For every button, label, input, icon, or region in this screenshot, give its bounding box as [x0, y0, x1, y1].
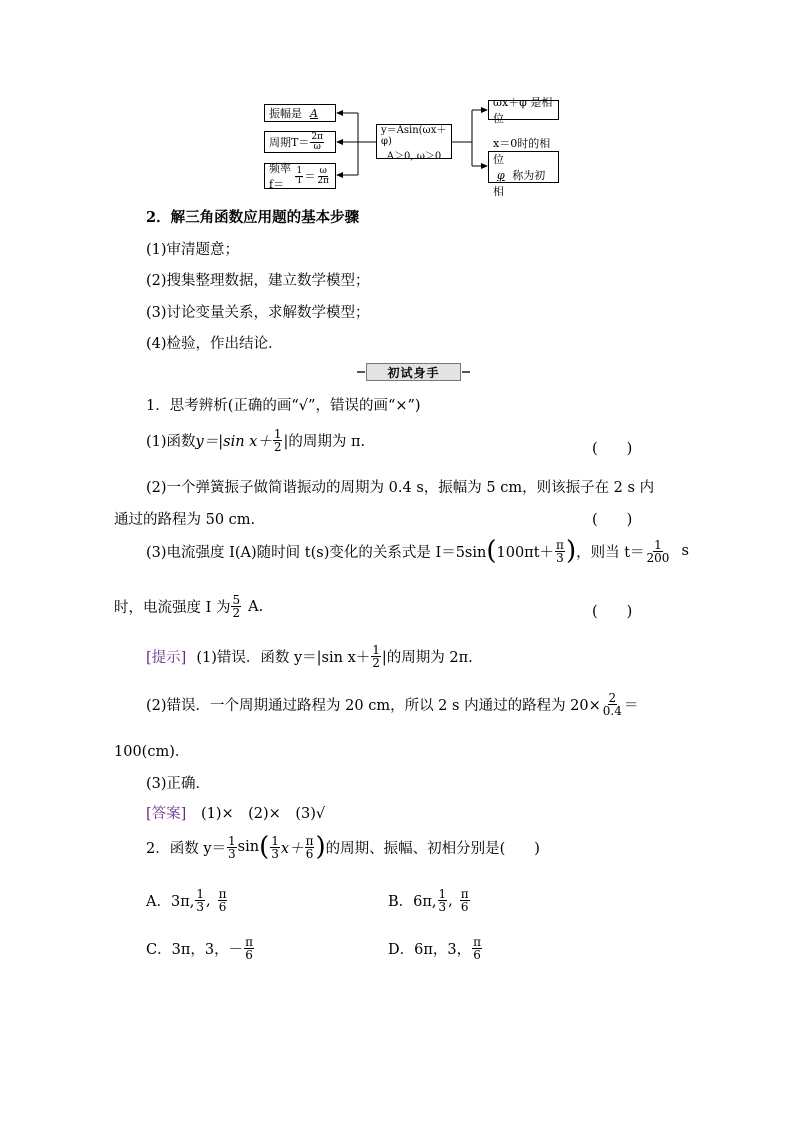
q1-item3-arg: 100πt＋ [496, 544, 555, 561]
freq-den1: T [296, 175, 303, 186]
q1-item1-den: 2 [273, 440, 282, 454]
q2-stem-suffix: 的周期、振幅、初相分别是( ) [325, 840, 540, 857]
option-b[interactable] [388, 888, 471, 913]
q1-item3-pi-fraction [555, 539, 565, 564]
hint-tag: [提示] [146, 650, 187, 666]
step-4: (4)检验，作出结论． [146, 336, 283, 352]
freq-num2: ω [319, 165, 327, 176]
period-fraction [310, 133, 324, 152]
option-a-den: 3 [196, 900, 204, 914]
option-a[interactable] [146, 888, 228, 913]
option-a-comma: , [205, 892, 211, 909]
q2-coef-den: 3 [228, 846, 236, 861]
q1-item3-i-num: 5 [232, 593, 241, 607]
option-d[interactable] [388, 936, 483, 961]
right-paren: ) [315, 832, 326, 862]
initial-phase-box [488, 137, 559, 198]
frequency-label: 频率f＝ [269, 162, 291, 191]
q1-item1-prefix: (1)函数 [146, 434, 196, 450]
q2-stem [146, 834, 540, 860]
initial-phase-line2 [493, 167, 554, 199]
answer-paren: ( ) [592, 604, 633, 620]
q1-item3-three: 3 [556, 550, 564, 565]
q1-item3-t-num: 1 [654, 537, 662, 552]
hint2-den: 0.4 [602, 704, 622, 718]
option-b-six: 6 [460, 900, 469, 914]
hint1-fraction [371, 644, 381, 669]
frequency-fraction-2 [316, 167, 330, 186]
diagram-center-box [376, 124, 452, 162]
initial-phase-phi: φ [497, 169, 505, 182]
q1-item1-suffix: |的周期为 π. [283, 434, 366, 450]
q1-item3-unit: s [681, 543, 689, 559]
option-a-num: 1 [196, 887, 204, 901]
hint2-fraction [602, 692, 623, 717]
freq-eq: ＝ [304, 170, 316, 183]
section-title: 2．解三角函数应用题的基本步骤 [146, 209, 360, 226]
q1-item3-t-den: 200 [646, 550, 670, 565]
option-d-frac [472, 936, 482, 961]
option-d-pi: π [473, 935, 481, 949]
q1-item3-current: 时，电流强度 I 为 [114, 600, 231, 616]
option-d-six: 6 [473, 948, 481, 962]
option-a-frac1 [195, 888, 205, 913]
answer-text: (1)× (2)× (3)√ [200, 806, 326, 822]
hint2-eq: ＝ [623, 698, 639, 714]
option-b-den: 3 [438, 900, 447, 914]
period-num: 2π [311, 131, 323, 142]
period-box [264, 131, 336, 153]
q2-inner-num: 1 [271, 833, 279, 848]
option-d-label: D．6π，3， [388, 942, 472, 958]
hint1-den: 2 [372, 656, 380, 670]
q1-item3-pi: π [556, 537, 564, 552]
center-condition: A＞0, ω＞0 [386, 151, 442, 162]
option-c-label: C．3π，3，－ [146, 942, 244, 958]
freq-num1: 1 [296, 165, 303, 176]
option-b-frac2 [460, 888, 470, 913]
q1-title: 1．思考辨析(正确的画“√”，错误的画“×”) [146, 398, 421, 414]
hint1-suffix: |的周期为 2π. [381, 650, 473, 666]
hint1-text: (1)错误．函数 y＝|sin x＋ [196, 650, 371, 666]
option-b-label: B．6π, [388, 894, 437, 910]
q2-inner-fraction [270, 835, 280, 860]
q1-item1 [146, 428, 365, 453]
q1-item3-i-den: 2 [232, 606, 241, 620]
option-c-frac [244, 936, 254, 961]
answer-paren: ( ) [592, 512, 633, 528]
q2-pi: π [305, 833, 314, 848]
option-b-frac1 [438, 888, 448, 913]
option-a-frac2 [218, 888, 228, 913]
period-label: 周期T＝ [269, 136, 310, 149]
q1-item1-fraction [273, 428, 283, 453]
q1-item2-line1: (2)一个弹簧振子做简谐振动的周期为 0.4 s，振幅为 5 cm，则该振子在 2 s 内 [146, 480, 655, 496]
hint2-num: 2 [608, 691, 617, 705]
option-b-pi: π [460, 887, 469, 901]
step-2: (2)搜集整理数据，建立数学模型； [146, 273, 370, 289]
q2-x: x＋ [280, 840, 304, 857]
frequency-box [264, 163, 336, 189]
q2-coef-fraction [227, 835, 237, 860]
q1-item3-prefix: (3)电流强度 I(A)随时间 t(s)变化的关系式是 I＝5sin [146, 544, 487, 561]
q2-sin: sin [237, 839, 260, 855]
step-3: (3)讨论变量关系，求解数学模型； [146, 305, 370, 321]
section-banner [366, 363, 461, 381]
initial-phase-label: 称为初相 [493, 169, 546, 198]
answer-line [146, 802, 325, 823]
left-paren: ( [259, 832, 270, 862]
option-b-comma: , [448, 892, 453, 909]
amplitude-box [264, 104, 336, 122]
period-den: ω [313, 141, 321, 152]
answer-tag: [答案] [146, 806, 187, 822]
q1-item3-unit-a: A. [248, 598, 264, 615]
hint-line2 [146, 692, 638, 717]
hint2-line2: 100(cm)． [114, 744, 190, 760]
hint-line1 [146, 644, 473, 669]
frequency-fraction-1 [295, 167, 303, 186]
option-b-num: 1 [438, 887, 447, 901]
step-1: (1)审清题意； [146, 242, 240, 258]
q2-six: 6 [305, 846, 314, 861]
option-c-pi: π [245, 935, 253, 949]
q1-item3-when: ，则当 t＝ [576, 544, 645, 561]
hint2-text: (2)错误．一个周期通过路程为 20 cm，所以 2 s 内通过的路程为 20× [146, 698, 601, 714]
q2-pi-fraction [305, 835, 315, 860]
initial-phase-line1: x＝0时的相位 [493, 137, 551, 166]
option-a-pi: π [218, 887, 227, 901]
q1-item3-t-fraction [646, 539, 671, 564]
q1-item3-i-fraction [231, 594, 241, 619]
option-c[interactable] [146, 936, 255, 961]
banner-label: 初试身手 [387, 365, 440, 380]
amplitude-label: 振幅是 [269, 107, 302, 120]
option-c-six: 6 [245, 948, 253, 962]
diagram-connectors [0, 0, 794, 200]
q2-inner-den: 3 [271, 846, 279, 861]
center-formula: y＝Asin(ωx＋φ) [381, 125, 447, 147]
q1-item1-num: 1 [273, 427, 282, 441]
q1-item3-line2 [114, 594, 263, 619]
hint3: (3)正确． [146, 776, 211, 792]
q1-item3-line1 [146, 538, 689, 564]
phase-label: ωx＋φ 是相位 [493, 96, 553, 125]
q1-item1-expr: y＝|sin x＋ [195, 434, 272, 450]
q1-item2-line2: 通过的路程为 50 cm. [114, 512, 256, 528]
answer-paren: ( ) [592, 441, 633, 457]
q2-stem-prefix: 2．函数 y＝ [146, 840, 227, 857]
freq-den2: 2π [317, 175, 329, 186]
phase-box [488, 96, 559, 125]
q2-coef-num: 1 [228, 833, 236, 848]
amplitude-value: A [310, 106, 318, 120]
hint1-num: 1 [372, 643, 380, 657]
right-paren: ) [565, 536, 577, 566]
left-paren: ( [486, 536, 497, 566]
option-a-six: 6 [218, 900, 227, 914]
option-a-label: A．3π, [146, 894, 195, 910]
